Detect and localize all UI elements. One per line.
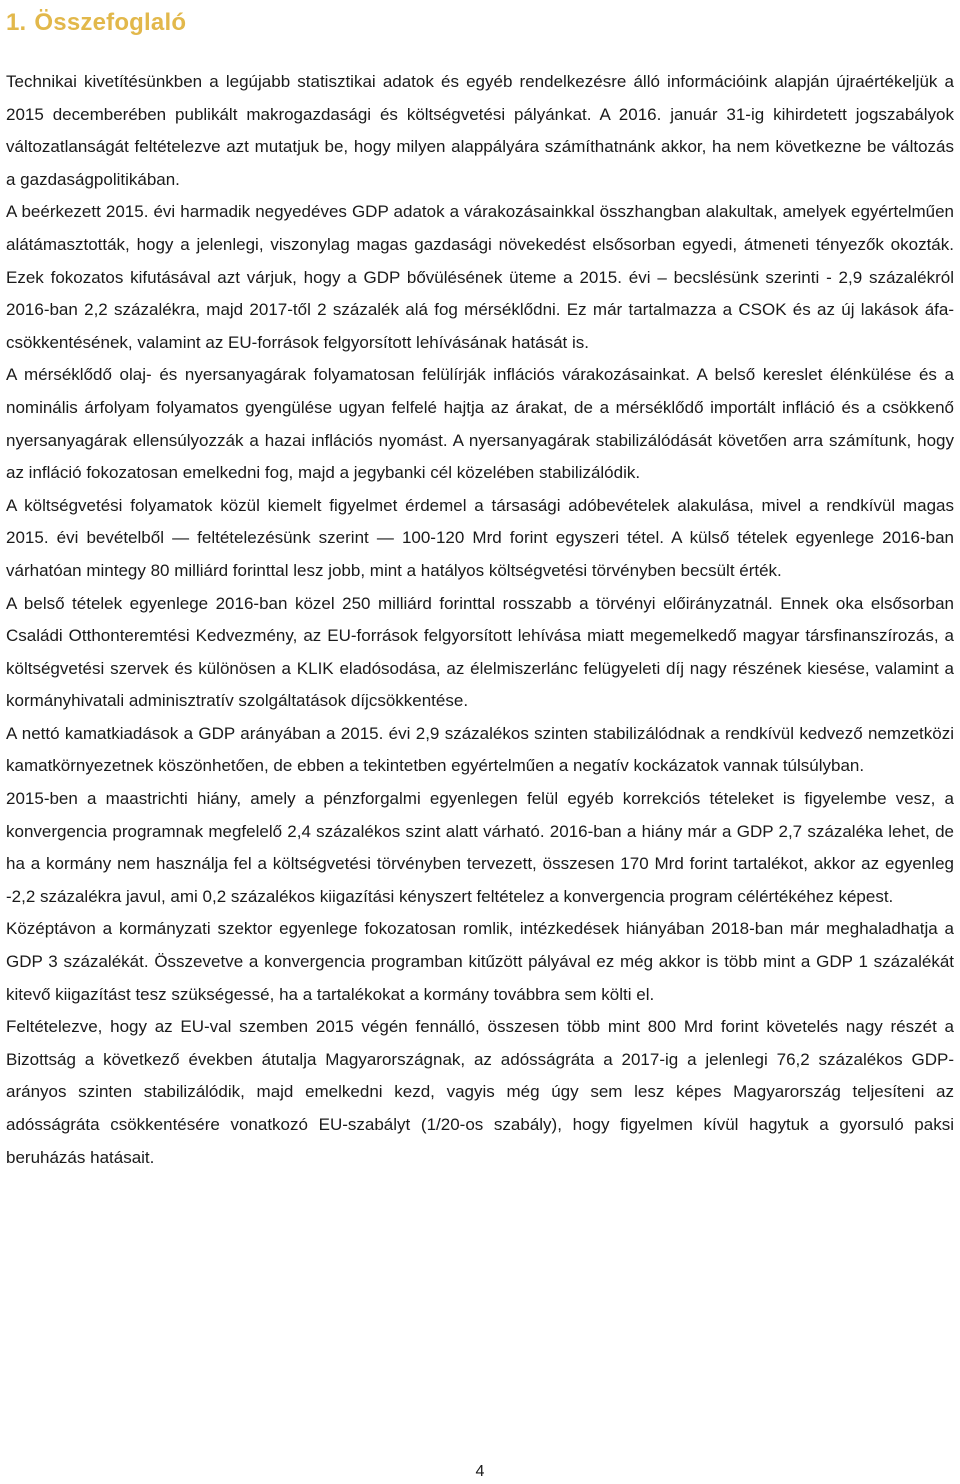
body-text <box>6 66 954 1174</box>
paragraph-debt-ratio: Feltételezve, hogy az EU-val szemben 2015 végén fennálló, összesen több mint 800 Mrd forint követelés nagy részét a Bizottság a következő években átutalja Magyarországnak, az adósságráta a 2017-ig a jelenlegi 76,2 százalékos GDP-arányos szinten stabilizálódik, majd emelkedni kezd, vagyis még úgy sem lesz képes Magyarország teljesíteni az adósságráta csökkentésére vonatkozó EU-szabályt (1/20-os szabály), hogy figyelmen kívül hagytuk a gyorsuló paksi beruházás hatásait. <box>6 1017 954 1167</box>
paragraph-internal-items: A belső tételek egyenlege 2016-ban közel 250 milliárd forinttal rosszabb a törvényi előirányzatnál. Ennek oka elsősorban Családi Otthonteremtési Kedvezmény, az EU-források felgyorsított lehívása miatt megemelkedő magyar társfinanszírozás, a költségvetési szervek és különösen a KLIK eladósodása, az élelmiszerlánc felügyeleti díj nagy részének kiesése, valamint a kormányhivatali adminisztratív szolgáltatások díjcsökkentése. <box>6 593 954 711</box>
paragraph-medium-term: Középtávon a kormányzati szektor egyenlege fokozatosan romlik, intézkedések hiányában 2018-ban már meghaladhatja a GDP 3 százalékát. Összevetve a konvergencia programban kitűzött pályával ez még akkor is több mint a GDP 1 százalékát kitevő kiigazítást tesz szükségessé, ha a tartalékokat a kormány továbbra sem költi el. <box>6 919 954 1004</box>
paragraph-inflation: A mérséklődő olaj- és nyersanyagárak folyamatosan felülírják inflációs várakozásainkat. A belső kereslet élénkülése és a nominális árfolyam folyamatos gyengülése ugyan felfelé hajtja az árakat, de a mérséklődő importált infláció és a csökkenő nyersanyagárak ellensúlyozzák a hazai inflációs nyomást. A nyersanyagárak stabilizálódását követően arra számítunk, hogy az infláció fokozatosan emelkedni fog, majd a jegybanki cél közelében stabilizálódik. <box>6 365 954 483</box>
page-number: 4 <box>475 1463 485 1480</box>
paragraph-budget-processes: A költségvetési folyamatok közül kiemelt figyelmet érdemel a társasági adóbevételek alakulása, mivel a rendkívül magas 2015. évi bevételből — feltételezésünk szerint — 100-120 Mrd forint egyszeri tétel. A külső tételek egyenlege 2016-ban várhatóan mintegy 80 milliárd forinttal lesz jobb, mint a hatályos költségvetési törvényben becsült érték. <box>6 495 954 580</box>
section-title: Összefoglaló <box>34 9 187 36</box>
section-number: 1. <box>6 9 27 36</box>
paragraph-intro: Technikai kivetítésünkben a legújabb statisztikai adatok és egyéb rendelkezésre álló információink alapján újraértékeljük a 2015 decemberében publikált makrogazdasági és költségvetési pályánkat. A 2016. január 31-ig kihirdetett jogszabályok változatlanságát feltételezve azt mutatjuk be, hogy milyen alappályára számíthatnánk akkor, ha nem következne be változás a gazdaságpolitikában. <box>6 72 954 189</box>
paragraph-maastricht-deficit: 2015-ben a maastrichti hiány, amely a pénzforgalmi egyenlegen felül egyéb korrekciós tételeket is figyelembe vesz, a konvergencia programnak megfelelő 2,4 százalékos szint alatt várható. 2016-ban a hiány már a GDP 2,7 százaléka lehet, de ha a kormány nem használja fel a költségvetési törvényben tervezett, összesen 170 Mrd forint tartalékot, akkor az egyenleg -2,2 százalékra javul, ami 0,2 százalékos kiigazítási kényszert feltételez a konvergencia program célértékéhez képest. <box>6 789 954 906</box>
section-heading <box>6 6 954 40</box>
paragraph-gdp: A beérkezett 2015. évi harmadik negyedéves GDP adatok a várakozásainkkal összhangban alakultak, amelyek egyértelműen alátámasztották, hogy a jelenlegi, viszonylag magas gazdasági növekedést elsősorban egyedi, átmeneti tényezők okozták. Ezek fokozatos kifutásával azt várjuk, hogy a GDP bővülésének üteme a 2015. évi – becslésünk szerinti - 2,9 százalékról 2016-ban 2,2 százalékra, majd 2017-től 2 százalék alá fog mérséklődni. Ez már tartalmazza a CSOK és az új lakások áfa-csökkentésének, valamint az EU-források felgyorsított lehívásának hatását is. <box>6 202 954 352</box>
paragraph-interest: A nettó kamatkiadások a GDP arányában a 2015. évi 2,9 százalékos szinten stabilizálódnak a rendkívül kedvező nemzetközi kamatkörnyezetnek köszönhetően, de ebben a tekintetben egyértelműen a negatív kockázatok vannak túlsúlyban. <box>6 723 954 776</box>
